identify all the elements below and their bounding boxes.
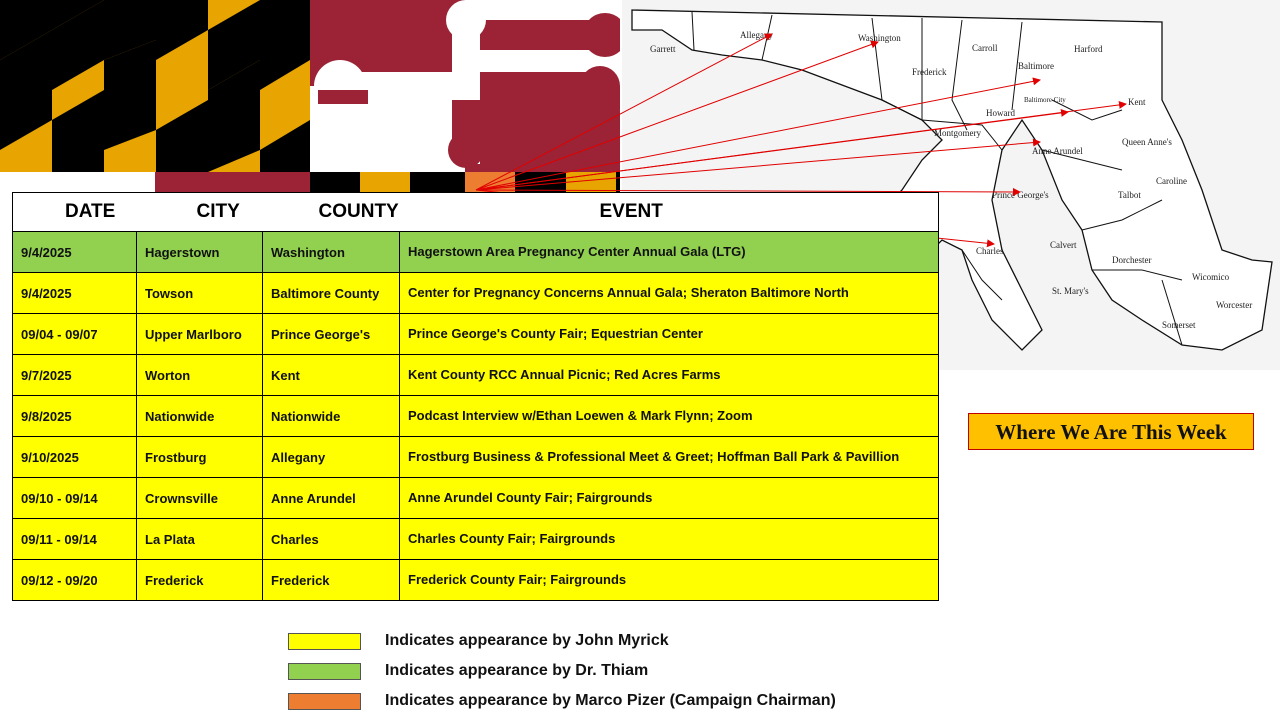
cell-date: 9/4/2025 <box>13 273 137 314</box>
cell-date: 9/7/2025 <box>13 355 137 396</box>
schedule-table <box>12 192 938 601</box>
map-label-talbot: Talbot <box>1118 190 1141 200</box>
legend-item-marco-pizer <box>288 691 836 711</box>
cell-county: Frederick <box>263 560 400 601</box>
legend-text: Indicates appearance by John Myrick <box>385 632 669 649</box>
cell-city: La Plata <box>137 519 263 560</box>
cell-event: Anne Arundel County Fair; Fairgrounds <box>400 478 939 519</box>
map-label-harford: Harford <box>1074 44 1103 54</box>
table-row <box>13 314 939 355</box>
table-header-row <box>13 193 939 232</box>
legend-swatch-yellow <box>288 633 361 650</box>
cell-date: 09/11 - 09/14 <box>13 519 137 560</box>
table-row <box>13 273 939 314</box>
cell-city: Worton <box>137 355 263 396</box>
map-label-kent: Kent <box>1128 97 1146 107</box>
cell-date: 9/4/2025 <box>13 232 137 273</box>
cell-event: Frederick County Fair; Fairgrounds <box>400 560 939 601</box>
cell-county: Washington <box>263 232 400 273</box>
cell-city: Towson <box>137 273 263 314</box>
map-label-howard: Howard <box>986 108 1015 118</box>
legend-text: Indicates appearance by Dr. Thiam <box>385 662 649 679</box>
map-label-garrett: Garrett <box>650 44 676 54</box>
map-label-frederick: Frederick <box>912 67 947 77</box>
legend <box>288 631 836 721</box>
map-label-charles: Charles <box>976 246 1004 256</box>
cell-county: Kent <box>263 355 400 396</box>
cell-event: Podcast Interview w/Ethan Loewen & Mark Flynn; Zoom <box>400 396 939 437</box>
map-label-somerset: Somerset <box>1162 320 1196 330</box>
cell-city: Frostburg <box>137 437 263 478</box>
legend-text: Indicates appearance by Marco Pizer (Campaign Chairman) <box>385 692 836 709</box>
header-date: DATE <box>13 193 137 232</box>
legend-item-dr-thiam <box>288 661 836 681</box>
table-row <box>13 478 939 519</box>
cell-county: Allegany <box>263 437 400 478</box>
cell-event: Center for Pregnancy Concerns Annual Gala; Sheraton Baltimore North <box>400 273 939 314</box>
map-label-baltimore: Baltimore <box>1018 61 1054 71</box>
map-label-dorchester: Dorchester <box>1112 255 1152 265</box>
cell-event: Frostburg Business & Professional Meet & Greet; Hoffman Ball Park & Pavillion <box>400 437 939 478</box>
cell-county: Nationwide <box>263 396 400 437</box>
table-row <box>13 519 939 560</box>
cell-event: Prince George's County Fair; Equestrian Center <box>400 314 939 355</box>
map-label-caroline: Caroline <box>1156 176 1187 186</box>
map-label-baltimore-city: Baltimore City <box>1024 96 1066 104</box>
cell-date: 9/8/2025 <box>13 396 137 437</box>
header-city: CITY <box>137 193 263 232</box>
map-label-allegany: Allegany <box>740 30 773 40</box>
cell-event: Hagerstown Area Pregnancy Center Annual Gala (LTG) <box>400 232 939 273</box>
cell-city: Frederick <box>137 560 263 601</box>
legend-swatch-orange <box>288 693 361 710</box>
cell-county: Baltimore County <box>263 273 400 314</box>
map-label-st-marys: St. Mary's <box>1052 286 1089 296</box>
cell-city: Hagerstown <box>137 232 263 273</box>
map-label-queen-annes: Queen Anne's <box>1122 137 1172 147</box>
map-label-worcester: Worcester <box>1216 300 1253 310</box>
cell-county: Charles <box>263 519 400 560</box>
cell-event: Charles County Fair; Fairgrounds <box>400 519 939 560</box>
cell-date: 09/10 - 09/14 <box>13 478 137 519</box>
table-row <box>13 232 939 273</box>
cell-county: Prince George's <box>263 314 400 355</box>
table-row <box>13 560 939 601</box>
table-row <box>13 396 939 437</box>
cell-date: 09/04 - 09/07 <box>13 314 137 355</box>
map-label-washington: Washington <box>858 33 901 43</box>
cell-event: Kent County RCC Annual Picnic; Red Acres Farms <box>400 355 939 396</box>
legend-item-john-myrick <box>288 631 836 651</box>
where-we-are-this-week-title: Where We Are This Week <box>968 413 1254 450</box>
legend-swatch-green <box>288 663 361 680</box>
cell-county: Anne Arundel <box>263 478 400 519</box>
table-row <box>13 437 939 478</box>
header-event: EVENT <box>400 193 939 232</box>
map-label-prince-georges: Prince George's <box>992 190 1049 200</box>
header-county: COUNTY <box>263 193 400 232</box>
table-row <box>13 355 939 396</box>
map-label-anne-arundel: Anne Arundel <box>1032 146 1083 156</box>
cell-date: 9/10/2025 <box>13 437 137 478</box>
cell-city: Crownsville <box>137 478 263 519</box>
map-label-carroll: Carroll <box>972 43 998 53</box>
cell-city: Upper Marlboro <box>137 314 263 355</box>
map-label-montgomery: Montgomery <box>934 128 981 138</box>
map-label-calvert: Calvert <box>1050 240 1077 250</box>
cell-city: Nationwide <box>137 396 263 437</box>
map-label-wicomico: Wicomico <box>1192 272 1230 282</box>
cell-date: 09/12 - 09/20 <box>13 560 137 601</box>
